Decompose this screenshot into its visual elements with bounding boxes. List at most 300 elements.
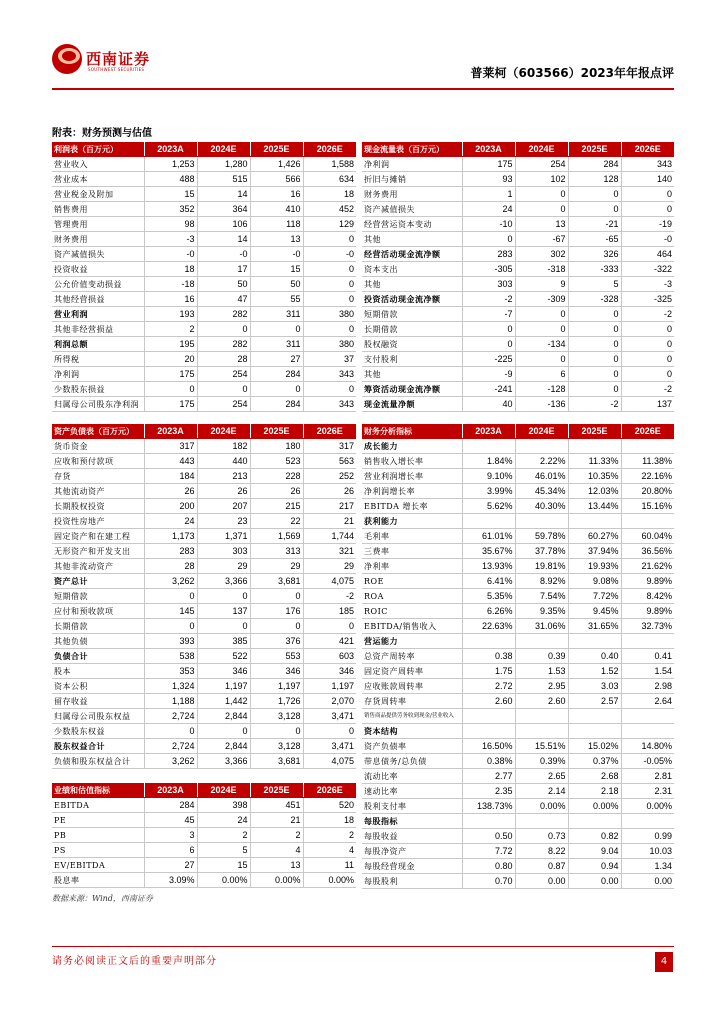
table-row xyxy=(362,529,674,544)
value-cell: 15 xyxy=(250,262,303,277)
value-cell: 16.50% xyxy=(462,739,515,754)
value-cell: 18 xyxy=(303,187,356,202)
year-header-cell: 2025E xyxy=(250,142,303,157)
table-row xyxy=(362,382,674,397)
row-label: 负债和股东权益合计 xyxy=(52,754,144,769)
value-cell: 0.39% xyxy=(515,754,568,769)
value-cell: 28 xyxy=(144,559,197,574)
value-cell: 0.39 xyxy=(515,649,568,664)
value-cell: 0 xyxy=(303,322,356,337)
value-cell: 321 xyxy=(303,544,356,559)
value-cell: 145 xyxy=(144,604,197,619)
value-cell: 207 xyxy=(197,499,250,514)
table-row xyxy=(52,352,356,367)
value-cell: -309 xyxy=(515,292,568,307)
value-cell: 2.65 xyxy=(515,769,568,784)
table-row xyxy=(52,798,356,813)
value-cell: 15.16% xyxy=(621,499,674,514)
value-cell: 0 xyxy=(621,337,674,352)
value-cell: 317 xyxy=(303,439,356,454)
value-cell: 346 xyxy=(303,664,356,679)
year-header-cell: 2023A xyxy=(144,142,197,157)
value-cell: 380 xyxy=(303,307,356,322)
table-row xyxy=(362,829,674,844)
table-row xyxy=(362,754,674,769)
value-cell: 228 xyxy=(250,469,303,484)
table-row xyxy=(52,292,356,307)
value-cell xyxy=(462,634,515,649)
value-cell: 59.78% xyxy=(515,529,568,544)
value-cell: 0.99 xyxy=(621,829,674,844)
table-row xyxy=(362,439,674,454)
value-cell: 0 xyxy=(250,724,303,739)
value-cell: 37 xyxy=(303,352,356,367)
table-header-row xyxy=(52,142,356,157)
value-cell: 0 xyxy=(621,187,674,202)
value-cell: 2,844 xyxy=(197,739,250,754)
value-cell: 55 xyxy=(250,292,303,307)
value-cell: -7 xyxy=(462,307,515,322)
value-cell: 5 xyxy=(197,843,250,858)
value-cell: 35.67% xyxy=(462,544,515,559)
value-cell: 6 xyxy=(515,367,568,382)
row-label: 投资性房地产 xyxy=(52,514,144,529)
value-cell: -0.05% xyxy=(621,754,674,769)
value-cell: 343 xyxy=(303,367,356,382)
row-label: 营业税金及附加 xyxy=(52,187,144,202)
cashflow-statement-table xyxy=(362,142,674,412)
row-label: 资本支出 xyxy=(362,262,462,277)
table-row xyxy=(52,337,356,352)
value-cell: 254 xyxy=(197,367,250,382)
value-cell: 634 xyxy=(303,172,356,187)
value-cell: 11 xyxy=(303,858,356,873)
value-cell: 0 xyxy=(250,322,303,337)
value-cell: -0 xyxy=(621,232,674,247)
value-cell: 3,471 xyxy=(303,739,356,754)
value-cell: 7.72% xyxy=(568,589,621,604)
appendix-title: 附表：财务预测与估值 xyxy=(52,128,152,139)
value-cell: 4,075 xyxy=(303,754,356,769)
value-cell: 14.80% xyxy=(621,739,674,754)
table-row xyxy=(362,634,674,649)
value-cell: 352 xyxy=(144,202,197,217)
row-label: PS xyxy=(52,843,144,858)
value-cell: 20 xyxy=(144,352,197,367)
value-cell: 98 xyxy=(144,217,197,232)
value-cell: 3,366 xyxy=(197,574,250,589)
disclaimer-notice: 请务必阅读正文后的重要声明部分 xyxy=(52,956,217,967)
page-header xyxy=(52,44,674,88)
table-row xyxy=(52,322,356,337)
value-cell: 1,442 xyxy=(197,694,250,709)
value-cell: 118 xyxy=(250,217,303,232)
value-cell: 0.00 xyxy=(568,874,621,889)
value-cell: 184 xyxy=(144,469,197,484)
value-cell: 129 xyxy=(303,217,356,232)
value-cell: 13 xyxy=(515,217,568,232)
value-cell: 0 xyxy=(568,382,621,397)
value-cell: 40 xyxy=(462,397,515,412)
value-cell: 8.22 xyxy=(515,844,568,859)
value-cell: 0 xyxy=(250,619,303,634)
row-label: ROIC xyxy=(362,604,462,619)
value-cell: 21 xyxy=(250,813,303,828)
value-cell: 0 xyxy=(144,589,197,604)
value-cell: 0.82 xyxy=(568,829,621,844)
value-cell: 0 xyxy=(197,619,250,634)
value-cell xyxy=(462,514,515,529)
value-cell: 0 xyxy=(303,277,356,292)
logo-subtitle: SOUTHWEST SECURITIES xyxy=(88,67,145,72)
table-row xyxy=(362,157,674,172)
table-row xyxy=(362,262,674,277)
value-cell: 385 xyxy=(197,634,250,649)
value-cell: -318 xyxy=(515,262,568,277)
value-cell: -328 xyxy=(568,292,621,307)
value-cell: 8.42% xyxy=(621,589,674,604)
row-label: 其他 xyxy=(362,367,462,382)
value-cell: 254 xyxy=(197,397,250,412)
value-cell: 15.02% xyxy=(568,739,621,754)
value-cell xyxy=(462,814,515,829)
value-cell: 1,744 xyxy=(303,529,356,544)
value-cell: 515 xyxy=(197,172,250,187)
value-cell xyxy=(568,814,621,829)
table-row xyxy=(362,604,674,619)
value-cell: -10 xyxy=(462,217,515,232)
value-cell: 346 xyxy=(250,664,303,679)
table-row xyxy=(362,454,674,469)
value-cell: 11.38% xyxy=(621,454,674,469)
row-label: 营业利润 xyxy=(52,307,144,322)
value-cell: 128 xyxy=(568,172,621,187)
row-label: PB xyxy=(52,828,144,843)
value-cell: 9.35% xyxy=(515,604,568,619)
value-cell: 1,324 xyxy=(144,679,197,694)
value-cell: -21 xyxy=(568,217,621,232)
value-cell: 0.00% xyxy=(197,873,250,888)
value-cell: 0 xyxy=(303,292,356,307)
row-label: 归属母公司股东净利润 xyxy=(52,397,144,412)
value-cell: 1,726 xyxy=(250,694,303,709)
financial-ratios-table xyxy=(362,424,674,889)
table-row xyxy=(362,784,674,799)
value-cell: 0 xyxy=(568,202,621,217)
value-cell: 27 xyxy=(250,352,303,367)
value-cell xyxy=(568,724,621,739)
value-cell: 284 xyxy=(144,798,197,813)
value-cell xyxy=(515,709,568,724)
value-cell: 3.99% xyxy=(462,484,515,499)
row-label: EBITDA/销售收入 xyxy=(362,619,462,634)
table-row xyxy=(52,619,356,634)
value-cell xyxy=(515,439,568,454)
value-cell: 563 xyxy=(303,454,356,469)
value-cell: 9.45% xyxy=(568,604,621,619)
value-cell: 282 xyxy=(197,307,250,322)
table-row xyxy=(362,277,674,292)
value-cell: 45.34% xyxy=(515,484,568,499)
value-cell: 8.92% xyxy=(515,574,568,589)
value-cell: 37.94% xyxy=(568,544,621,559)
value-cell: 28 xyxy=(197,352,250,367)
value-cell: 175 xyxy=(462,157,515,172)
value-cell: 0.73 xyxy=(515,829,568,844)
value-cell: 26 xyxy=(197,484,250,499)
row-label: 毛利率 xyxy=(362,529,462,544)
value-cell: 364 xyxy=(197,202,250,217)
value-cell: 22.63% xyxy=(462,619,515,634)
row-label: 财务费用 xyxy=(52,232,144,247)
table-row xyxy=(52,709,356,724)
value-cell: 0 xyxy=(568,187,621,202)
value-cell: 182 xyxy=(197,439,250,454)
value-cell: 2 xyxy=(250,828,303,843)
balance-sheet-table xyxy=(52,424,356,769)
value-cell: 3 xyxy=(144,828,197,843)
value-cell: 2.18 xyxy=(568,784,621,799)
header-divider xyxy=(52,88,674,90)
value-cell: 0 xyxy=(568,367,621,382)
table-row xyxy=(52,559,356,574)
value-cell: 284 xyxy=(250,397,303,412)
table-row xyxy=(52,172,356,187)
value-cell: 102 xyxy=(515,172,568,187)
table-row xyxy=(52,277,356,292)
table-row xyxy=(362,469,674,484)
table-row xyxy=(52,157,356,172)
row-label: 长期股权投资 xyxy=(52,499,144,514)
table-row xyxy=(362,187,674,202)
row-label: 销售收入增长率 xyxy=(362,454,462,469)
table-row xyxy=(362,514,674,529)
table-row xyxy=(52,634,356,649)
value-cell xyxy=(621,514,674,529)
value-cell: -134 xyxy=(515,337,568,352)
value-cell: 12.03% xyxy=(568,484,621,499)
value-cell: 0.38% xyxy=(462,754,515,769)
value-cell: 3,262 xyxy=(144,574,197,589)
value-cell: 522 xyxy=(197,649,250,664)
value-cell: 410 xyxy=(250,202,303,217)
value-cell: 40.30% xyxy=(515,499,568,514)
value-cell: 0 xyxy=(462,322,515,337)
value-cell: 3,128 xyxy=(250,739,303,754)
value-cell: 3,681 xyxy=(250,574,303,589)
value-cell: 346 xyxy=(197,664,250,679)
table-row xyxy=(52,469,356,484)
value-cell: 7.54% xyxy=(515,589,568,604)
value-cell: 13.93% xyxy=(462,559,515,574)
table-row xyxy=(362,649,674,664)
table-title-cell: 资产负债表（百万元） xyxy=(52,424,144,439)
value-cell xyxy=(568,634,621,649)
table-row xyxy=(52,873,356,888)
value-cell: 2,844 xyxy=(197,709,250,724)
table-row xyxy=(52,604,356,619)
value-cell: 27 xyxy=(144,858,197,873)
table-row xyxy=(362,202,674,217)
row-label: 无形资产和开发支出 xyxy=(52,544,144,559)
table-row xyxy=(52,664,356,679)
value-cell: 353 xyxy=(144,664,197,679)
row-label: 固定资产周转率 xyxy=(362,664,462,679)
value-cell: 19.81% xyxy=(515,559,568,574)
value-cell: 15 xyxy=(197,858,250,873)
row-label: 资产减值损失 xyxy=(52,247,144,262)
value-cell: 200 xyxy=(144,499,197,514)
value-cell: 326 xyxy=(568,247,621,262)
value-cell: 13.44% xyxy=(568,499,621,514)
value-cell: 32.73% xyxy=(621,619,674,634)
value-cell xyxy=(568,514,621,529)
value-cell: 93 xyxy=(462,172,515,187)
value-cell: 19.93% xyxy=(568,559,621,574)
value-cell: 1,569 xyxy=(250,529,303,544)
table-row xyxy=(362,724,674,739)
value-cell: 284 xyxy=(568,157,621,172)
value-cell: 603 xyxy=(303,649,356,664)
value-cell: 215 xyxy=(250,499,303,514)
value-cell: 1,197 xyxy=(303,679,356,694)
row-label: 存货 xyxy=(52,469,144,484)
row-label: 其他非经营损益 xyxy=(52,322,144,337)
value-cell: 0.94 xyxy=(568,859,621,874)
table-row xyxy=(52,262,356,277)
row-label: 其他流动资产 xyxy=(52,484,144,499)
value-cell: 37.78% xyxy=(515,544,568,559)
row-label: 股东权益合计 xyxy=(52,739,144,754)
value-cell: 17 xyxy=(197,262,250,277)
value-cell: 2.57 xyxy=(568,694,621,709)
value-cell xyxy=(462,439,515,454)
value-cell: 9.10% xyxy=(462,469,515,484)
table-row xyxy=(362,679,674,694)
row-label: 经营活动现金流净额 xyxy=(362,247,462,262)
value-cell: 2,724 xyxy=(144,739,197,754)
value-cell: 2.14 xyxy=(515,784,568,799)
row-label: 销售商品提供劳务收到现金/营业收入 xyxy=(362,709,462,724)
table-row xyxy=(362,739,674,754)
value-cell: 0 xyxy=(144,724,197,739)
year-header-cell: 2026E xyxy=(621,142,674,157)
value-cell: 15.51% xyxy=(515,739,568,754)
value-cell: 451 xyxy=(250,798,303,813)
value-cell: 421 xyxy=(303,634,356,649)
value-cell: -0 xyxy=(197,247,250,262)
value-cell: -128 xyxy=(515,382,568,397)
row-label: 每股收益 xyxy=(362,829,462,844)
value-cell: 217 xyxy=(303,499,356,514)
value-cell: 0 xyxy=(621,322,674,337)
value-cell: 0.00% xyxy=(250,873,303,888)
value-cell xyxy=(621,724,674,739)
value-cell: 317 xyxy=(144,439,197,454)
value-cell: 2.60 xyxy=(515,694,568,709)
value-cell: -322 xyxy=(621,262,674,277)
table-header-row xyxy=(52,783,356,798)
value-cell: 16 xyxy=(250,187,303,202)
value-cell: -136 xyxy=(515,397,568,412)
value-cell: 137 xyxy=(621,397,674,412)
table-row xyxy=(362,322,674,337)
row-label: 折旧与摊销 xyxy=(362,172,462,187)
value-cell: 0 xyxy=(250,589,303,604)
value-cell: -325 xyxy=(621,292,674,307)
value-cell: 1,173 xyxy=(144,529,197,544)
value-cell: -9 xyxy=(462,367,515,382)
row-label: 资产负债率 xyxy=(362,739,462,754)
value-cell: 2.60 xyxy=(462,694,515,709)
row-label: 留存收益 xyxy=(52,694,144,709)
value-cell: 193 xyxy=(144,307,197,322)
value-cell: 0 xyxy=(144,382,197,397)
value-cell: 15 xyxy=(144,187,197,202)
table-row xyxy=(52,739,356,754)
value-cell: 13 xyxy=(250,858,303,873)
income-statement-table xyxy=(52,142,356,412)
value-cell: 0.00% xyxy=(621,799,674,814)
table-row xyxy=(52,187,356,202)
table-title-cell: 财务分析指标 xyxy=(362,424,462,439)
year-header-cell: 2026E xyxy=(303,783,356,798)
row-label: 应收账款周转率 xyxy=(362,679,462,694)
value-cell: 0 xyxy=(303,724,356,739)
value-cell: 14 xyxy=(197,232,250,247)
value-cell: 440 xyxy=(197,454,250,469)
table-row xyxy=(52,694,356,709)
value-cell: 0 xyxy=(303,262,356,277)
value-cell: 10.03 xyxy=(621,844,674,859)
value-cell: 2.77 xyxy=(462,769,515,784)
value-cell: 343 xyxy=(303,397,356,412)
value-cell: -2 xyxy=(568,397,621,412)
value-cell: 1,197 xyxy=(197,679,250,694)
value-cell xyxy=(621,439,674,454)
row-label: EBITDA 增长率 xyxy=(362,499,462,514)
value-cell: -2 xyxy=(303,589,356,604)
value-cell: 6 xyxy=(144,843,197,858)
value-cell: 1,197 xyxy=(250,679,303,694)
value-cell: 13 xyxy=(250,232,303,247)
row-label: 货币资金 xyxy=(52,439,144,454)
row-label: 总资产周转率 xyxy=(362,649,462,664)
value-cell: 0 xyxy=(621,202,674,217)
table-row xyxy=(362,619,674,634)
row-label: EBITDA xyxy=(52,798,144,813)
year-header-cell: 2025E xyxy=(568,424,621,439)
value-cell: 1,280 xyxy=(197,157,250,172)
value-cell: 45 xyxy=(144,813,197,828)
value-cell: 398 xyxy=(197,798,250,813)
row-label: 三费率 xyxy=(362,544,462,559)
value-cell: 3,128 xyxy=(250,709,303,724)
value-cell: 50 xyxy=(250,277,303,292)
table-row xyxy=(52,514,356,529)
table-row xyxy=(52,574,356,589)
value-cell: 1 xyxy=(462,187,515,202)
table-header-row xyxy=(362,424,674,439)
row-label: 长期借款 xyxy=(362,322,462,337)
value-cell xyxy=(568,439,621,454)
value-cell: 3,366 xyxy=(197,754,250,769)
value-cell: 284 xyxy=(250,367,303,382)
table-row xyxy=(52,858,356,873)
value-cell: 22 xyxy=(250,514,303,529)
value-cell: 3,681 xyxy=(250,754,303,769)
value-cell: 1,588 xyxy=(303,157,356,172)
